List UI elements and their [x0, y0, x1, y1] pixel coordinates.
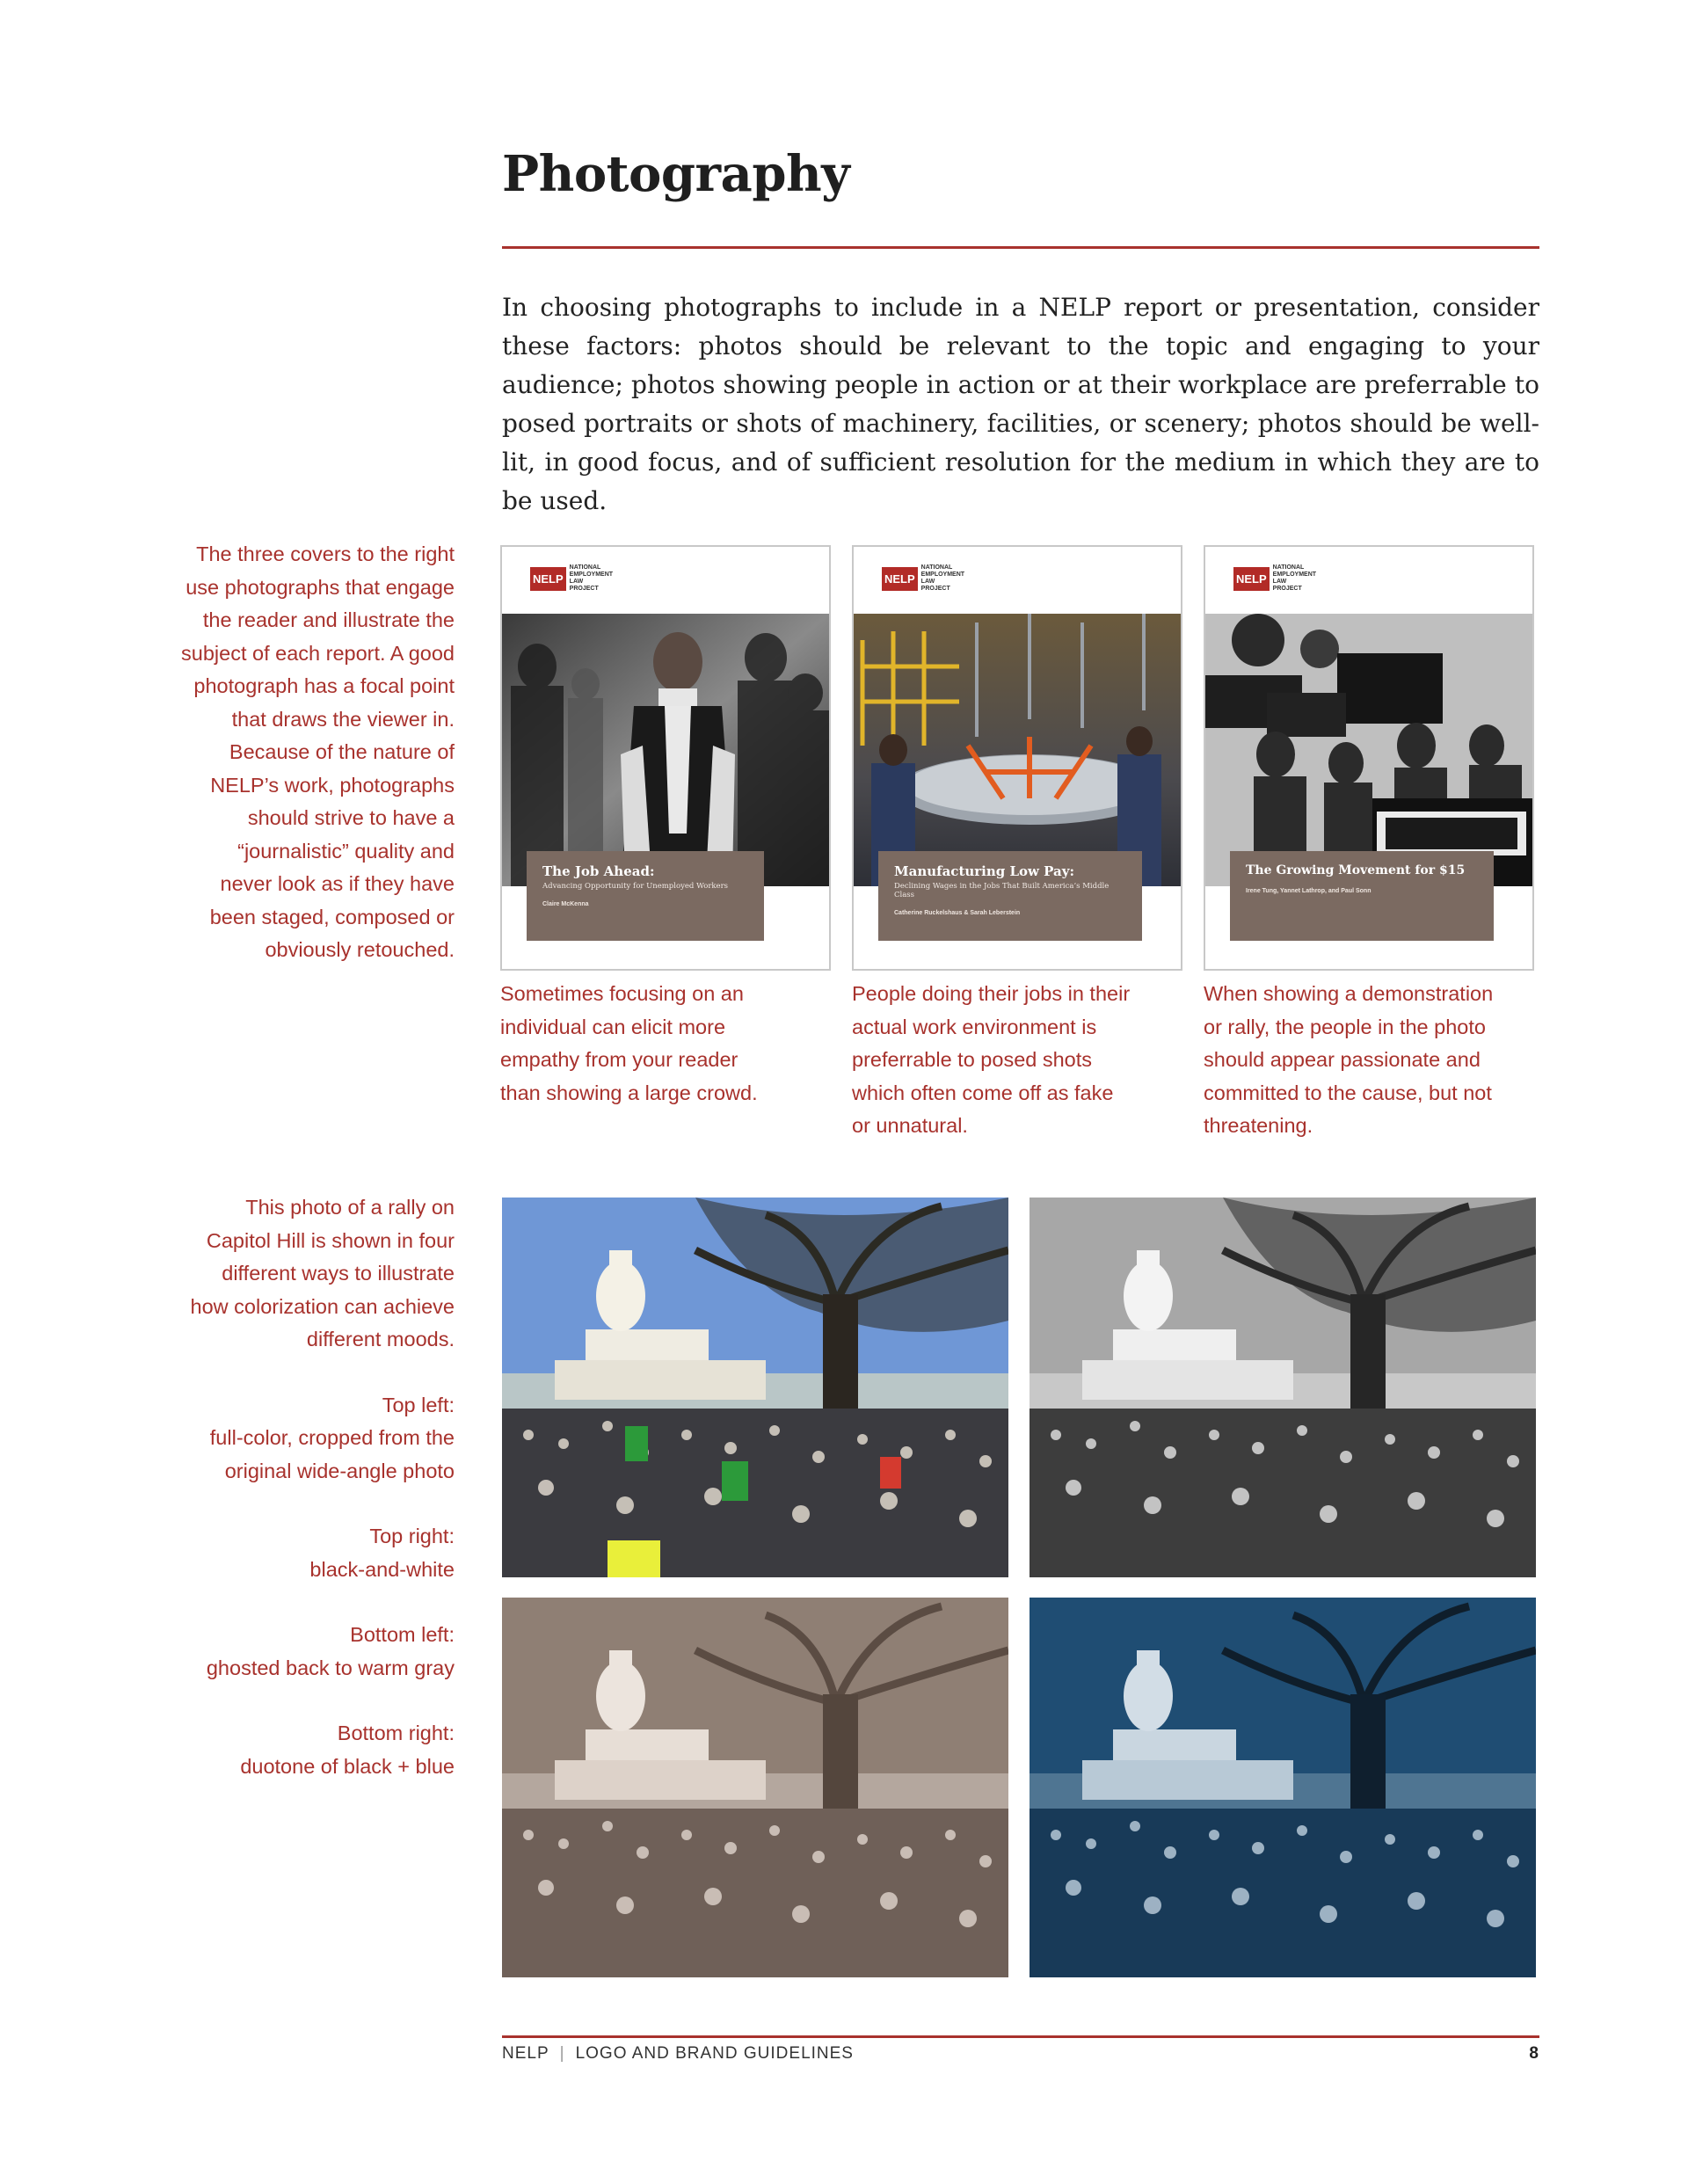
sidebar-line: that draws the viewer in.	[231, 707, 455, 731]
nelp-logo: NELP NATIONAL EMPLOYMENT LAW PROJECT	[530, 564, 622, 593]
cover-title: The Growing Movement for $15	[1246, 863, 1466, 877]
cover-caption-3: When showing a demonstration or rally, the people in the photo should appear passionate and committed to the cause, but not threatening.	[1204, 982, 1494, 1137]
cover-caption-1: Sometimes focusing on an individual can elicit more empathy from your reader than showing a large crowd.	[500, 982, 758, 1104]
cover-title-band	[527, 851, 764, 941]
intro-paragraph: In choosing photographs to include in a NELP report or presentation, consider these factors: photos should be relevant to the topic and engaging to your audience; photos showing people in action or at their workplace are preferrable to posed portraits or shots of machinery, facilities, or scenery; photos should be well-lit, in good focus, and of sufficient resolution for the medium in which they are to be used.	[502, 293, 1539, 515]
cover-photo-rally	[1205, 614, 1532, 886]
rally-photo-duotone-blue	[1030, 1598, 1536, 1977]
sidebar-rally-note: This photo of a rally on Capitol Hill is shown in four different ways to illustrate how colorization can achieve different moods. Top left: full-color, cropped from the original wide-angle photo Top right: black-and-white Bottom left: ghosted back to warm gray Bottom right: duotone of black + blue	[190, 1196, 455, 1778]
report-cover-growing-movement	[1204, 545, 1534, 971]
cover-caption-2: People doing their jobs in their actual work environment is preferrable to posed shots which often come off as fake or unnatural.	[852, 982, 1131, 1137]
cover-subtitle: Advancing Opportunity for Unemployed Workers	[542, 882, 729, 891]
report-cover-manufacturing	[852, 545, 1182, 971]
sidebar-line: subject of each report. A good	[181, 641, 455, 665]
rally-photo-warm-gray	[502, 1598, 1008, 1977]
sidebar-line: the reader and illustrate the	[202, 608, 455, 631]
sidebar-covers-note	[85, 538, 455, 967]
rally-photo-full-color	[502, 1198, 1008, 1577]
cover-title-band	[1230, 851, 1494, 941]
cover-authors: Claire McKenna	[542, 901, 589, 907]
sidebar-line: never look as if they have	[220, 872, 455, 895]
nelp-logo: NELP NATIONAL EMPLOYMENT LAW PROJECT	[1233, 564, 1326, 593]
cover-title: The Job Ahead:	[542, 863, 655, 879]
cover-title: Manufacturing Low Pay:	[894, 863, 1075, 879]
cover-authors: Catherine Ruckelshaus & Sarah Leberstein	[894, 910, 1021, 916]
page-footer: NELP | LOGO AND BRAND GUIDELINES 8	[502, 2044, 1539, 2063]
sidebar-line: The three covers to the right	[196, 542, 455, 565]
title-divider	[502, 246, 1539, 249]
page-title: Photography	[502, 145, 850, 203]
nelp-logo: NELP NATIONAL EMPLOYMENT LAW PROJECT	[882, 564, 974, 593]
footer-section: LOGO AND BRAND GUIDELINES	[575, 2044, 854, 2063]
sidebar-line: been staged, composed or	[209, 905, 455, 928]
sidebar-line: photograph has a focal point	[193, 674, 455, 697]
footer-divider	[502, 2035, 1539, 2038]
sidebar-line: should strive to have a	[247, 806, 455, 829]
report-cover-job-ahead	[500, 545, 831, 971]
sidebar-line: Because of the nature of	[229, 740, 455, 763]
footer-org: NELP	[502, 2044, 549, 2063]
cover-photo-factory	[854, 614, 1181, 886]
sidebar-line: use photographs that engage	[186, 575, 455, 599]
cover-photo-crowd-portrait	[502, 614, 829, 886]
sidebar-line: “journalistic” quality and	[237, 839, 455, 863]
cover-title-band	[878, 851, 1142, 941]
page-number: 8	[1529, 2044, 1539, 2063]
sidebar-line: obviously retouched.	[265, 938, 455, 961]
cover-authors: Irene Tung, Yannet Lathrop, and Paul Sonn	[1246, 888, 1372, 894]
cover-subtitle: Declining Wages in the Jobs That Built America’s Middle Class	[894, 882, 1110, 899]
sidebar-line: NELP’s work, photographs	[210, 773, 455, 797]
rally-photo-black-and-white	[1030, 1198, 1536, 1577]
